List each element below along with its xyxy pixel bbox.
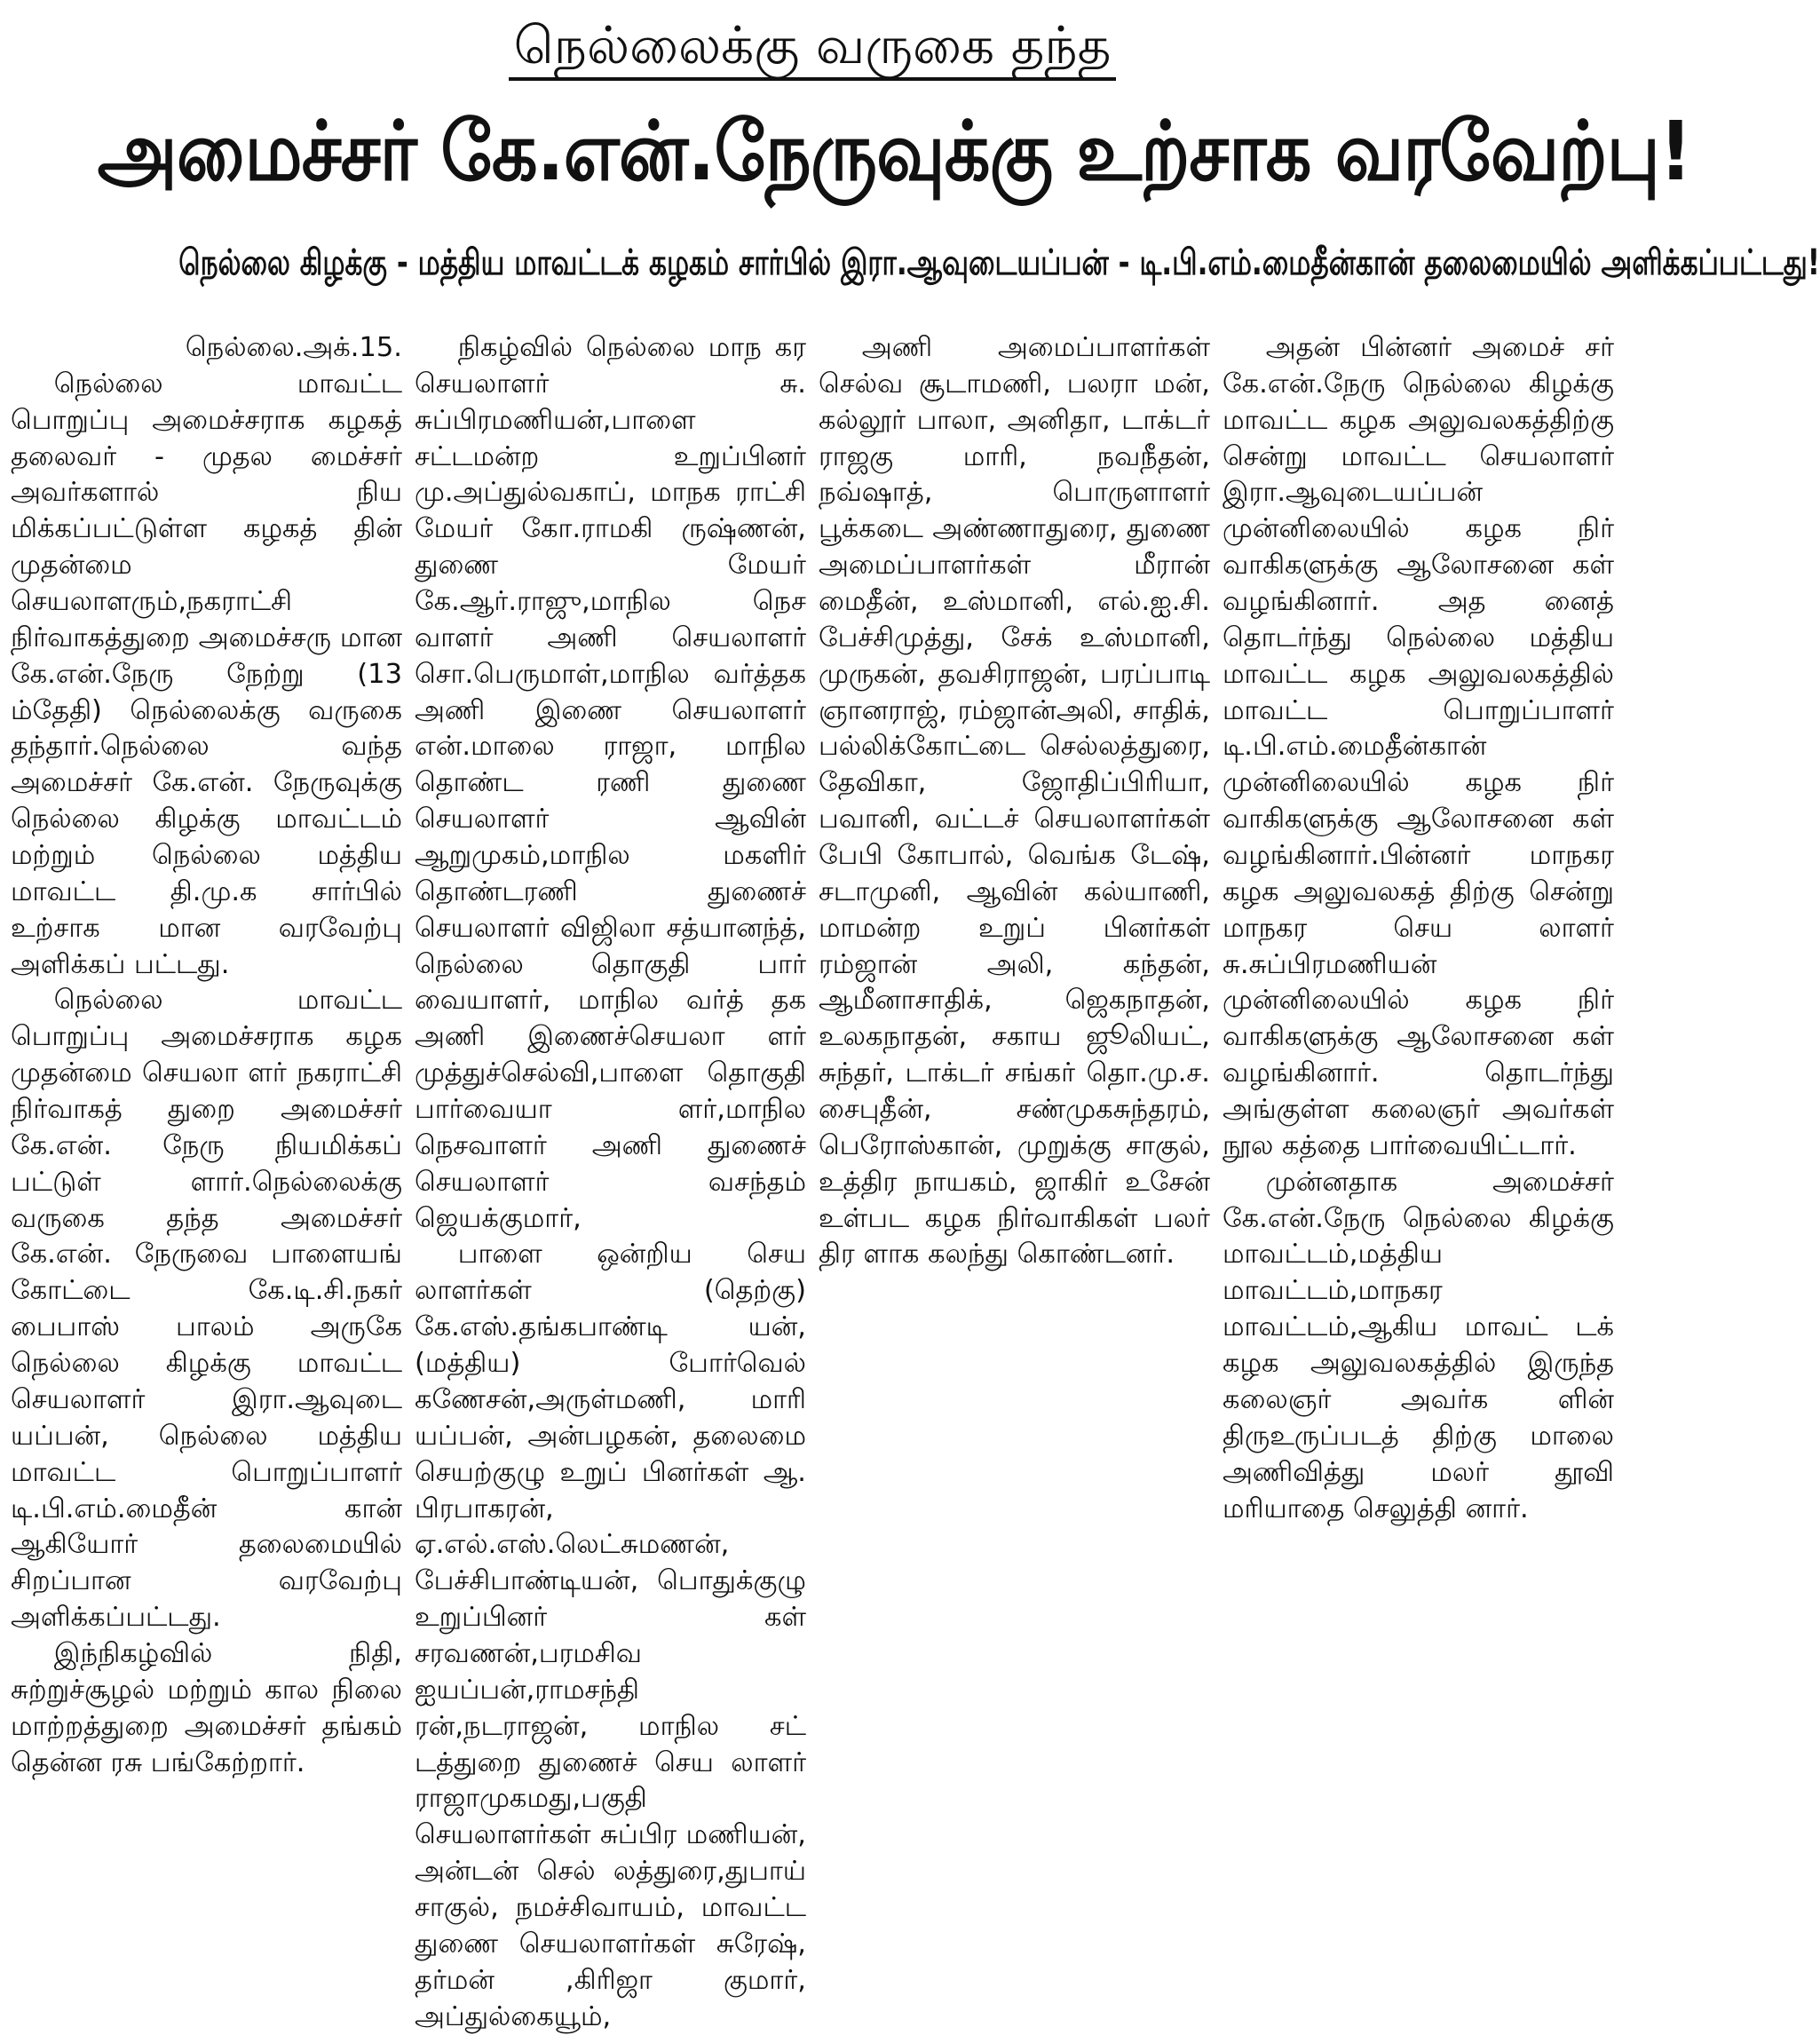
dateline: நெல்லை.அக்.15.: [185, 332, 402, 363]
paragraph-3: இந்நிகழ்வில் நிதி, சுற்றுச்சூழல் மற்றும் கால நிலை மாற்றத்துறை அமைச்சர் தங்கம் தென்ன ரசு பங்கேற்றார்.: [11, 1637, 402, 1778]
article-body: [11, 330, 1614, 2032]
paragraph-2: நெல்லை மாவட்ட பொறுப்பு அமைச்சராக கழக முதன்மை செயலா ளர் நகராட்சி நிர்வாகத் துறை அமைச்சர் கே.என். நேரு நியமிக்கப் பட்டுள் ளார்.நெல்லைக்கு வருகை தந்த அமைச்சர் கே.என். நேருவை பாளையங் கோட்டை கே.டி.சி.நகர் பைபாஸ் பாலம் அருகே நெல்லை கிழக்கு மாவட்ட செயலாளர் இரா.ஆவுடை யப்பன், நெல்லை மத்திய மாவட்ட பொறுப்பாளர் டி.பி.எம்.மைதீன் கான் ஆகியோர் தலைமையில் சிறப்பான வரவேற்பு அளிக்கப்பட்டது.: [11, 985, 402, 1634]
paragraph-6: அணி அமைப்பாளர்கள் செல்வ சூடாமணி, பலரா மன், கல்லூர் பாலா, அனிதா, டாக்டர் ராஜகு மாரி, நவநீதன், நவ்ஷாத், பொருளாளர் பூக்கடை அண்ணாதுரை, துணை அமைப்பாளர்கள் மீரான் மைதீன், உஸ்மானி, எல்.ஐ.சி. பேச்சிமுத்து, சேக் உஸ்மானி, முருகன், தவசிராஜன், பரப்பாடி ஞானராஜ், ரம்ஜான்அலி, சாதிக், பல்லிக்கோட்டை செல்லத்துரை, தேவிகா, ஜோதிப்பிரியா, பவானி, வட்டச் செயலாளர்கள் பேபி கோபால், வெங்க டேஷ், சடாமுனி, ஆவின் கல்யாணி, மாமன்ற உறுப் பினர்கள் ரம்ஜான் அலி, கந்தன், ஆமீனாசாதிக், ஜெகநாதன், உலகநாதன், சகாய ஜூலியட், சுந்தர், டாக்டர் சங்கர் தொ.மு.ச. சைபுதீன், சண்முகசுந்தரம், பெரோஸ்கான், முறுக்கு சாகுல், உத்திர நாயகம், ஜாகிர் உசேன் உள்பட கழக நிர்வாகிகள் பலர் திர ளாக கலந்து கொண்டனர்.: [819, 332, 1210, 1271]
article-column-4: [1223, 330, 1614, 1902]
article-column-3: [819, 330, 1210, 1902]
subheadline: நெல்லை கிழக்கு - மத்திய மாவட்டக் கழகம் சார்பில் இரா.ஆவுடையப்பன் - டி.பி.எம்.மைதீன்கான் தலைமையில் அளிக்கப்பட்டது!: [178, 242, 1820, 283]
headline: அமைச்சர் கே.என்.நேருவுக்கு உற்சாக வரவேற்பு!: [97, 104, 1692, 199]
article-column-2: [415, 330, 806, 2032]
paragraph-4: நிகழ்வில் நெல்லை மாந கர செயலாளர் சு. சுப்பிரமணியன்,பாளை சட்டமன்ற உறுப்பினர் மு.அப்துல்வகாப், மாநக ராட்சி மேயர் கோ.ராமகி ருஷ்ணன், துணை மேயர் கே.ஆர்.ராஜு,மாநில நெச வாளர் அணி செயலாளர் சொ.பெருமாள்,மாநில வர்த்தக அணி இணை செயலாளர் என்.மாலை ராஜா, மாநில தொண்ட ரணி துணை செயலாளர் ஆவின் ஆறுமுகம்,மாநில மகளிர் தொண்டரணி துணைச் செயலாளர் விஜிலா சத்யானந்த், நெல்லை தொகுதி பார் வையாளர், மாநில வர்த் தக அணி இணைச்செயலா ளர் முத்துச்செல்வி,பாளை தொகுதி பார்வையா ளர்,மாநில நெசவாளர் அணி துணைச் செயலாளர் வசந்தம் ஜெயக்குமார்,: [415, 332, 806, 1234]
paragraph-1: நெல்லை மாவட்ட பொறுப்பு அமைச்சராக கழகத் தலைவர் - முதல மைச்சர் அவர்களால் நிய மிக்கப்பட்டுள்ள கழகத் தின் முதன்மை செயலாளரும்,நகராட்சி நிர்வாகத்துறை அமைச்சரு மான கே.என்.நேரு நேற்று (13 ம்தேதி) நெல்லைக்கு வருகை தந்தார்.நெல்லை வந்த அமைச்சர் கே.என். நேருவுக்கு நெல்லை கிழக்கு மாவட்டம் மற்றும் நெல்லை மத்திய மாவட்ட தி.மு.க சார்பில் உற்சாக மான வரவேற்பு அளிக்கப் பட்டது.: [11, 368, 402, 980]
paragraph-8: முன்னதாக அமைச்சர் கே.என்.நேரு நெல்லை கிழக்கு மாவட்டம்,மத்திய மாவட்டம்,மாநகர மாவட்டம்,ஆகிய மாவட் டக் கழக அலுவலகத்தில் இருந்த கலைஞர் அவர்க ளின் திருஉருப்படத் திற்கு மாலை அணிவித்து மலர் தூவி மரியாதை செலுத்தி னார்.: [1223, 1166, 1614, 1524]
paragraph-7: அதன் பின்னர் அமைச் சர் கே.என்.நேரு நெல்லை கிழக்கு மாவட்ட கழக அலுவலகத்திற்கு சென்று மாவட்ட செயலாளர் இரா.ஆவுடையப்பன் முன்னிலையில் கழக நிர் வாகிகளுக்கு ஆலோசனை கள் வழங்கினார். அத னைத் தொடர்ந்து நெல்லை மத்திய மாவட்ட கழக அலுவலகத்தில் மாவட்ட பொறுப்பாளர் டி.பி.எம்.மைதீன்கான் முன்னிலையில் கழக நிர் வாகிகளுக்கு ஆலோசனை கள் வழங்கினார்.பின்னர் மாநகர கழக அலுவலகத் திற்கு சென்று மாநகர செய லாளர் சு.சுப்பிரமணியன் முன்னிலையில் கழக நிர் வாகிகளுக்கு ஆலோசனை கள் வழங்கினார். தொடர்ந்து அங்குள்ள கலைஞர் அவர்கள் நூல கத்தை பார்வையிட்டார்.: [1223, 332, 1614, 1161]
article-column-1: [11, 330, 402, 1902]
kicker-text: நெல்லைக்கு வருகை தந்த: [509, 15, 1117, 81]
kicker-line: [0, 16, 1625, 75]
paragraph-5: பாளை ஒன்றிய செய லாளர்கள் (தெற்கு) கே.எஸ்.தங்கபாண்டி யன்,(மத்திய) போர்வெல் கணேசன்,அருள்மணி, மாரி யப்பன், அன்பழகன், தலைமை செயற்குழு உறுப் பினர்கள் ஆ. பிரபாகரன், ஏ.எல்.எஸ்.லெட்சுமணன், பேச்சிபாண்டியன், பொதுக்குழு உறுப்பினர் கள் சரவணன்,பரமசிவ ஐயப்பன்,ராமசந்தி ரன்,நடராஜன், மாநில சட் டத்துறை துணைச் செய லாளர் ராஜாமுகமது,பகுதி செயலாளர்கள் சுப்பிர மணியன், அன்டன் செல் லத்துரை,துபாய் சாகுல், நமச்சிவாயம், மாவட்ட துணை செயலாளர்கள் சுரேஷ், தர்மன் ,கிரிஜா குமார், அப்துல்கையூம்,: [415, 1239, 806, 2032]
